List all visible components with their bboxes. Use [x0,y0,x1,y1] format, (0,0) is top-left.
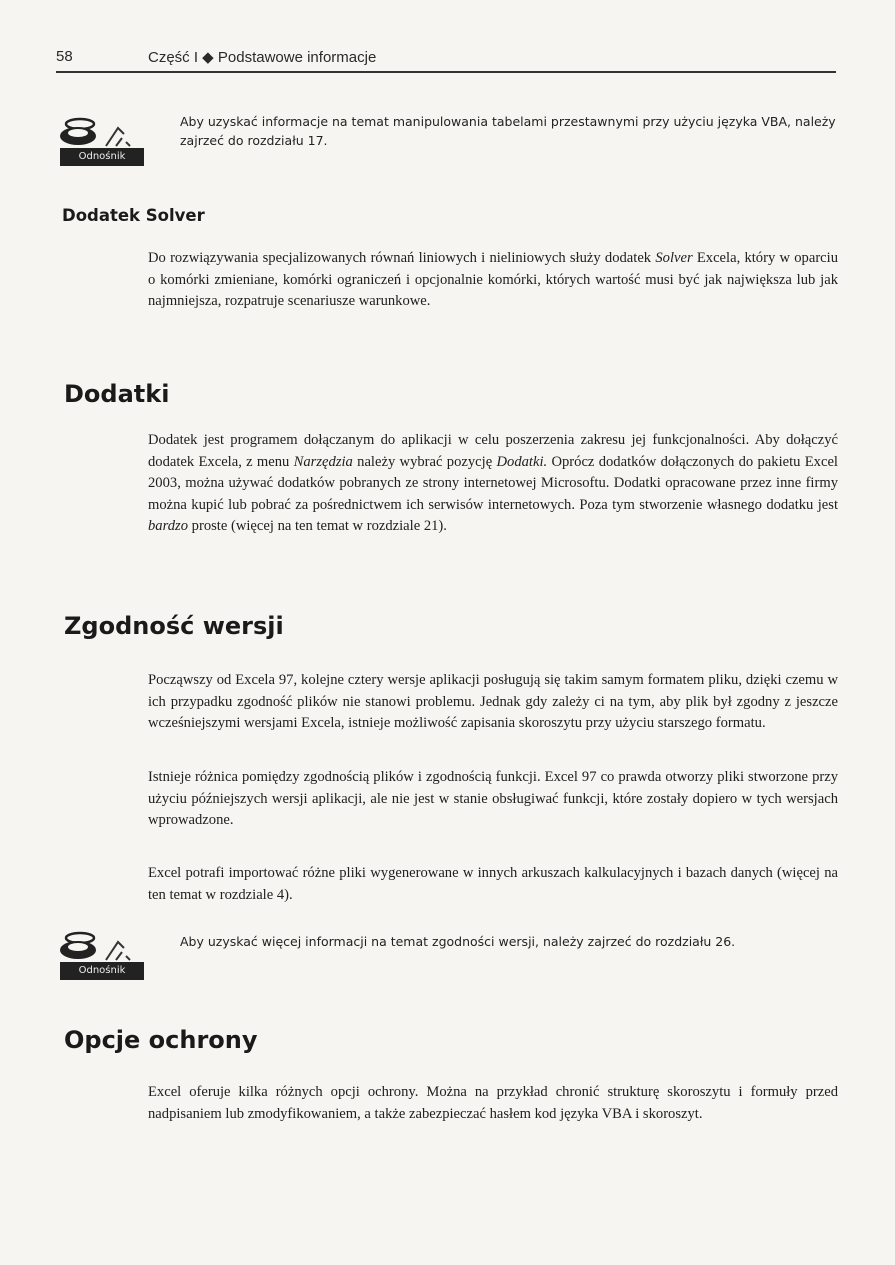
page-header [56,45,836,73]
cross-reference-icon [58,112,148,170]
text-run: proste (więcej na ten temat w rozdziale 21). [188,518,447,534]
text-run: Oprócz dodatków dołączonych do pakietu Excel 2003, można używać dodatków pobranych ze strony internetowej Microsoftu. Dodatki opracowane przez inne firmy można kupić lub pobrać za pośrednictwem ich serwisów internetowych. Poza tym stworzenie własnego dodatku jest [148,453,838,513]
note-text: Aby uzyskać więcej informacji na temat zgodności wersji, należy zajrzeć do rozdziału 26. [180,934,736,949]
section-heading-zgodnosc: Zgodność wersji [64,612,284,640]
section-heading-dodatki: Dodatki [64,380,170,408]
paragraph-dodatki [148,430,838,538]
text-run: należy wybrać pozycję [352,453,497,470]
paragraph-zgodnosc-1: Począwszy od Excela 97, kolejne cztery wersje aplikacji posługują się takim samym formatem pliku, dzięki czemu w ich przypadku zgodność plików nie stanowi problemu. Jednak gdy zależy ci na tym, aby plik był zgodny z jeszcze wcześniejszymi wersjami Excela, istnieje możliwość zapisania skoroszytu przy użyciu starszego formatu. [148,672,838,731]
section-heading-ochrona: Opcje ochrony [64,1026,258,1054]
text-run: Dodatek jest programem dołączanym do aplikacji w celu poszerzenia zakresu jej funkcjonalności. Aby dołączyć dodatek Excela, z menu [148,432,838,470]
emphasis-bardzo: bardzo [148,518,189,534]
emphasis-dodatki: Dodatki. [496,453,548,470]
page-number: 58 [56,48,73,65]
paragraph-solver [148,248,838,313]
running-title: Część I ◆ Podstawowe informacje [148,49,377,66]
text-run: Do rozwiązywania specjalizowanych równań liniowych i nieliniowych służy dodatek [148,250,656,266]
emphasis-narzedzia: Narzędzia [293,453,353,470]
cross-reference-icon [58,926,148,984]
paragraph-zgodnosc-3: Excel potrafi importować różne pliki wygenerowane w innych arkuszach kalkulacyjnych i bazach danych (więcej na ten temat w rozdziale 4). [148,865,838,903]
paragraph-ochrona: Excel oferuje kilka różnych opcji ochrony. Można na przykład chronić strukturę skoroszytu i formuły przed nadpisaniem lub zmodyfikowaniem, a także zabezpieczać hasłem kod języka VBA i skoroszyt. [148,1084,838,1122]
paragraph-zgodnosc-2: Istnieje różnica pomiędzy zgodnością plików i zgodnością funkcji. Excel 97 co prawda otworzy pliki stworzone przy użyciu późniejszych wersji aplikacji, ale nie jest w stanie obsługiwać funkcji, które zostały dopiero w tych wersjach wprowadzone. [148,769,838,828]
note-icon-label: Odnośnik [60,148,144,166]
text-run: Excela, który w oparciu o komórki zmieniane, komórki ograniczeń i opcjonalnie komórki, których wartość musi być jak największa lub jak najmniejsza, rozpatruje scenariusze warunkowe. [148,250,839,309]
note-icon-label: Odnośnik [60,962,144,980]
note-text: Aby uzyskać informacje na temat manipulowania tabelami przestawnymi przy użyciu języka VBA, należy zajrzeć do rozdziału 17. [180,114,836,148]
emphasis-solver: Solver [655,250,693,266]
section-heading-solver: Dodatek Solver [62,206,205,225]
